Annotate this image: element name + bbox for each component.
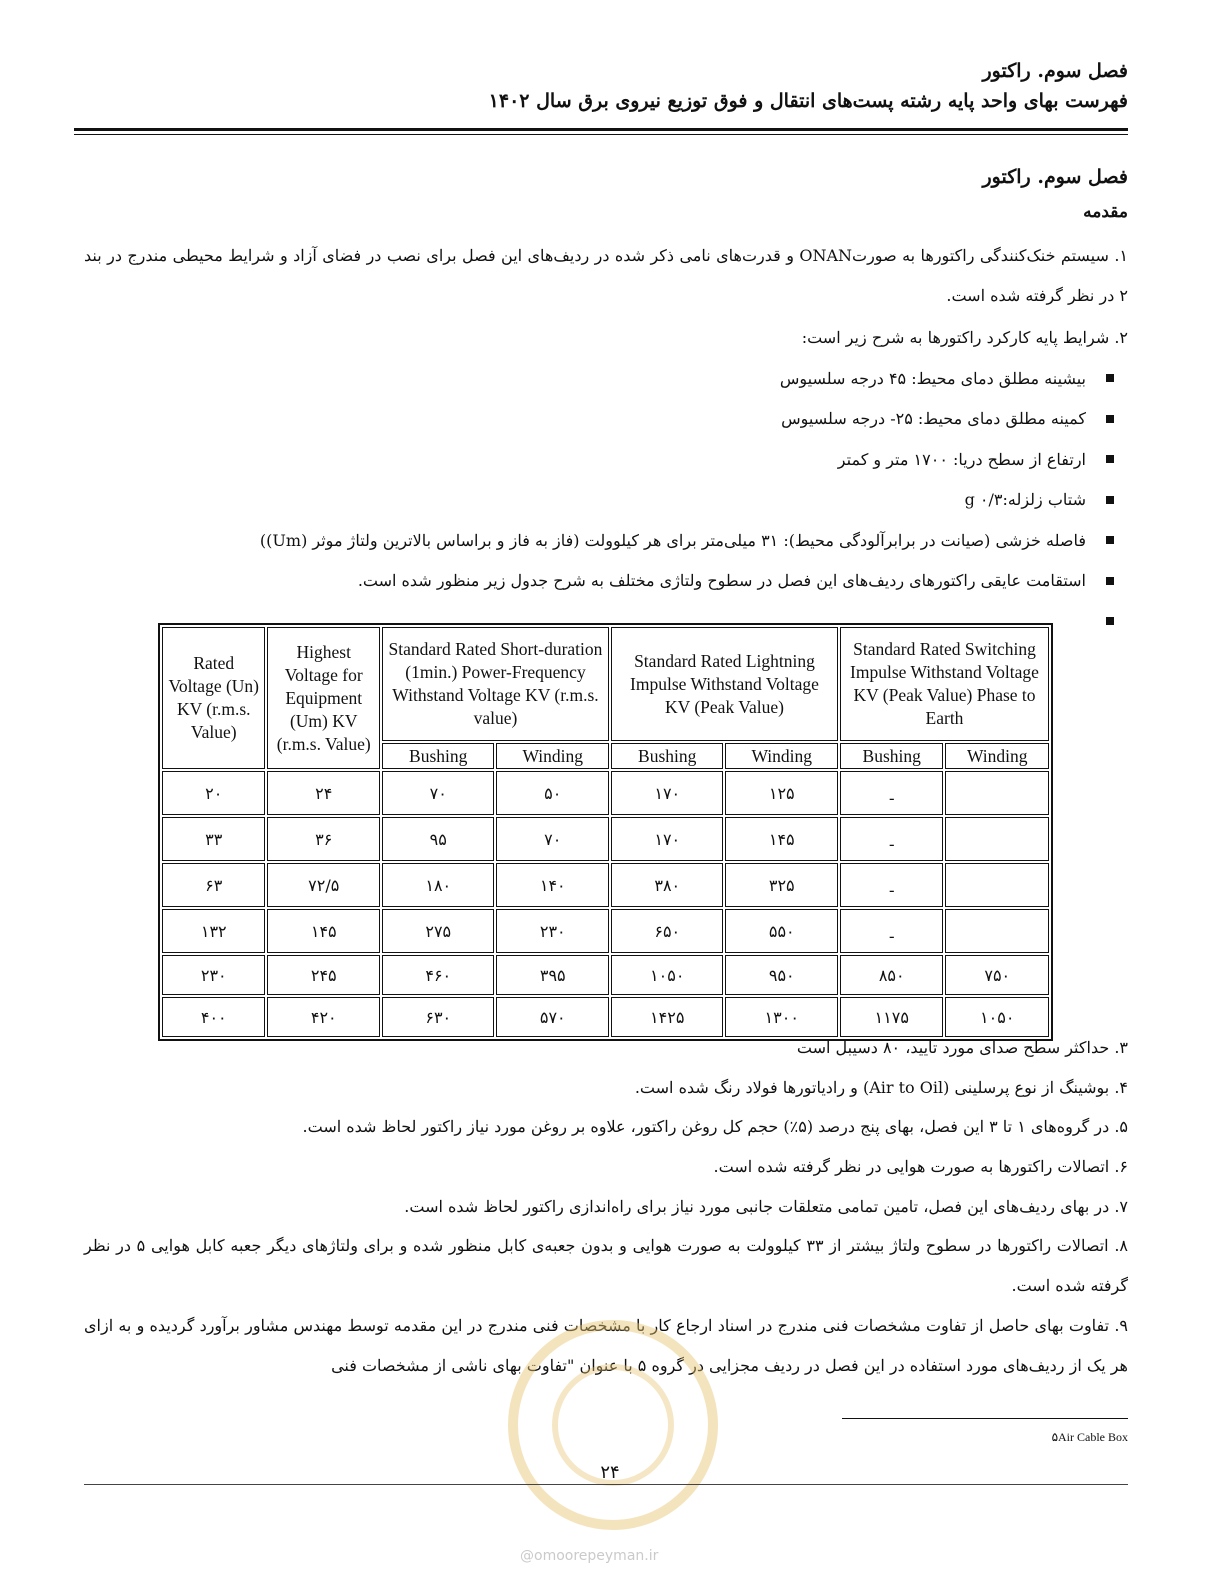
table-cell: ۲۷۵ [382,909,495,953]
table-cell: ۲۴۵ [267,955,380,995]
note-8: ۸. اتصالات راکتورها در سطوح ولتاژ بیشتر از ۳۳ کیلوولت به صورت هوایی و بدون جعبه‌ی کابل منظور شده و برای ولتاژهای دیگر جعبه کابل هوایی ۵ در نظر گرفته شده است. [84,1236,1128,1295]
conditions-list [154,358,1114,642]
header-switching-impulse: Standard Rated Switching Impulse Withstand Voltage KV (Peak Value) Phase to Earth [840,627,1049,741]
table-cell: ۵۰ [496,771,609,815]
table-cell: ۷۰ [496,817,609,861]
list-item [154,439,1114,480]
table-cell: ۳۹۵ [496,955,609,995]
note-6: ۶. اتصالات راکتورها به صورت هوایی در نظر گرفته شده است. [713,1157,1128,1176]
note-3: ۳. حداکثر سطح صدای مورد تایید، ۸۰ دسیبل است [796,1038,1128,1057]
table-cell: ۵۷۰ [496,997,609,1037]
table-cell: ۲۴ [267,771,380,815]
table-cell: ۱۴۵ [725,817,838,861]
subheader-winding: Winding [945,743,1049,769]
header-rule-thin [74,134,1128,135]
bullet-icon [1106,577,1114,585]
note-7: ۷. در بهای ردیف‌های این فصل، تامین تمامی متعلقات جانبی مورد نیاز برای راه‌اندازی راکتور لحاظ شده است. [404,1197,1128,1216]
table-cell: ۹۵۰ [725,955,838,995]
bullet-icon [1106,455,1114,463]
list-item [154,358,1114,399]
table-cell: ۷۰ [382,771,495,815]
list-item-text: شتاب زلزله:g ۰/۳ [964,490,1086,510]
header-chapter: فصل سوم. راکتور [982,60,1128,82]
table-cell: ۱۴۲۵ [611,997,724,1037]
list-item-text: بیشینه مطلق دمای محیط: ۴۵ درجه سلسیوس [779,368,1086,388]
table-cell: - [840,817,943,861]
header-title: فهرست بهای واحد پایه رشته پست‌های انتقال و فوق توزیع نیروی برق سال ۱۴۰۲ [488,90,1128,112]
table-cell: ۱۰۵۰ [611,955,724,995]
table-row [162,909,1049,953]
list-item [154,399,1114,440]
table-cell: ۶۳ [162,863,265,907]
table-row [162,863,1049,907]
table-cell [945,771,1049,815]
bullet-icon [1106,374,1114,382]
table-cell: ۳۲۵ [725,863,838,907]
table-row [162,817,1049,861]
table-cell: ۱۲۵ [725,771,838,815]
table-row [162,771,1049,815]
footer-rule [84,1484,1128,1485]
table-cell: ۶۳۰ [382,997,495,1037]
table-cell [945,909,1049,953]
bullet-icon [1106,536,1114,544]
header-lightning-impulse: Standard Rated Lightning Impulse Withstand Voltage KV (Peak Value) [611,627,838,741]
section-subtitle: مقدمه [1083,202,1128,222]
table-cell: ۳۳ [162,817,265,861]
table-cell: ۵۵۰ [725,909,838,953]
page-number: ۲۴ [600,1462,620,1483]
table-cell: ۴۶۰ [382,955,495,995]
list-item [154,561,1114,602]
table-cell: - [840,909,943,953]
table-cell: ۳۶ [267,817,380,861]
table-cell: ۱۴۵ [267,909,380,953]
table-cell: ۱۱۷۵ [840,997,943,1037]
table-cell: ۳۸۰ [611,863,724,907]
bullet-icon [1106,617,1114,625]
list-item-text: استقامت عایقی راکتورهای ردیف‌های این فصل در سطوح ولتاژی مختلف به شرح جدول زیر منظور شده است. [357,571,1086,591]
subheader-winding: Winding [725,743,838,769]
table-row [162,955,1049,995]
table-cell: ۶۵۰ [611,909,724,953]
list-item [154,480,1114,521]
paragraph-1: ۱. سیستم خنک‌کنندگی راکتورها به صورتONAN و قدرت‌های نامی ذکر شده در ردیف‌های این فصل برای نصب در فضای آزاد و شرایط محیطی مندرج در بند ۲ در نظر گرفته شده است. [84,246,1128,305]
table-cell: ۱۰۵۰ [945,997,1049,1037]
list-item [154,520,1114,561]
watermark-seal [508,1320,718,1530]
list-item-text: ارتفاع از سطح دریا: ۱۷۰۰ متر و کمتر [837,449,1086,469]
table-cell: ۱۷۰ [611,817,724,861]
header-short-duration: Standard Rated Short-duration (1min.) Power-Frequency Withstand Voltage KV (r.m.s. value) [382,627,609,741]
bullet-icon [1106,415,1114,423]
table-cell: ۷۲/۵ [267,863,380,907]
header-rated-voltage: Rated Voltage (Un) KV (r.m.s. Value) [162,627,265,769]
table-cell: ۱۷۰ [611,771,724,815]
table-cell: ۲۳۰ [162,955,265,995]
table-cell: ۷۵۰ [945,955,1049,995]
subheader-winding: Winding [496,743,609,769]
table-cell: ۱۴۰ [496,863,609,907]
table-cell: ۹۵ [382,817,495,861]
paragraph-2: ۲. شرایط پایه کارکرد راکتورها به شرح زیر است: [801,328,1128,347]
table-cell [945,863,1049,907]
table-cell: ۱۳۲ [162,909,265,953]
header-highest-voltage: Highest Voltage for Equipment (Um) KV (r.m.s. Value) [267,627,380,769]
watermark-text: @omoorepeyman.ir [520,1548,659,1564]
section-title: فصل سوم. راکتور [982,166,1128,188]
table-cell: - [840,771,943,815]
list-item-text: فاصله خزشی (صیانت در برابرآلودگی محیط): ۳۱ میلی‌متر برای هر کیلوولت (فاز به فاز و براساس بالاترین ولتاژ موثر (Um)) [259,530,1086,550]
insulation-table [158,623,1053,1041]
footnote-rule [842,1418,1128,1419]
table-cell [945,817,1049,861]
table-cell: ۱۸۰ [382,863,495,907]
table-cell: ۲۳۰ [496,909,609,953]
note-9: ۹. تفاوت بهای حاصل از تفاوت مشخصات فنی مندرج در اسناد ارجاع کار با مشخصات فنی مندرج در این مقدمه توسط مهندس مشاور برآورد گردیده و به ازای هر یک از ردیف‌های مورد استفاده در این فصل در ردیف مجزایی در گروه ۵ با عنوان "تفاوت بهای ناشی از مشخصات فنی [84,1316,1128,1375]
note-4: ۴. بوشینگ از نوع پرسلینی (Air to Oil) و رادیاتورها فولاد رنگ شده است. [634,1078,1128,1097]
subheader-bushing: Bushing [840,743,943,769]
table-cell: ۲۰ [162,771,265,815]
subheader-bushing: Bushing [382,743,495,769]
list-item-text: کمینه مطلق دمای محیط: ۲۵- درجه سلسیوس [781,409,1086,429]
table-cell: ۴۲۰ [267,997,380,1037]
subheader-bushing: Bushing [611,743,724,769]
table-cell: - [840,863,943,907]
table-cell: ۴۰۰ [162,997,265,1037]
footnote: ۵Air Cable Box [1051,1430,1128,1444]
table-cell: ۸۵۰ [840,955,943,995]
page-header [74,56,1128,116]
header-rule-thick [74,128,1128,131]
note-5: ۵. در گروه‌های ۱ تا ۳ این فصل، بهای پنج درصد (۵٪) حجم کل روغن راکتور، علاوه بر روغن مورد نیاز راکتور لحاظ شده است. [302,1117,1128,1136]
bullet-icon [1106,496,1114,504]
table-cell: ۱۳۰۰ [725,997,838,1037]
